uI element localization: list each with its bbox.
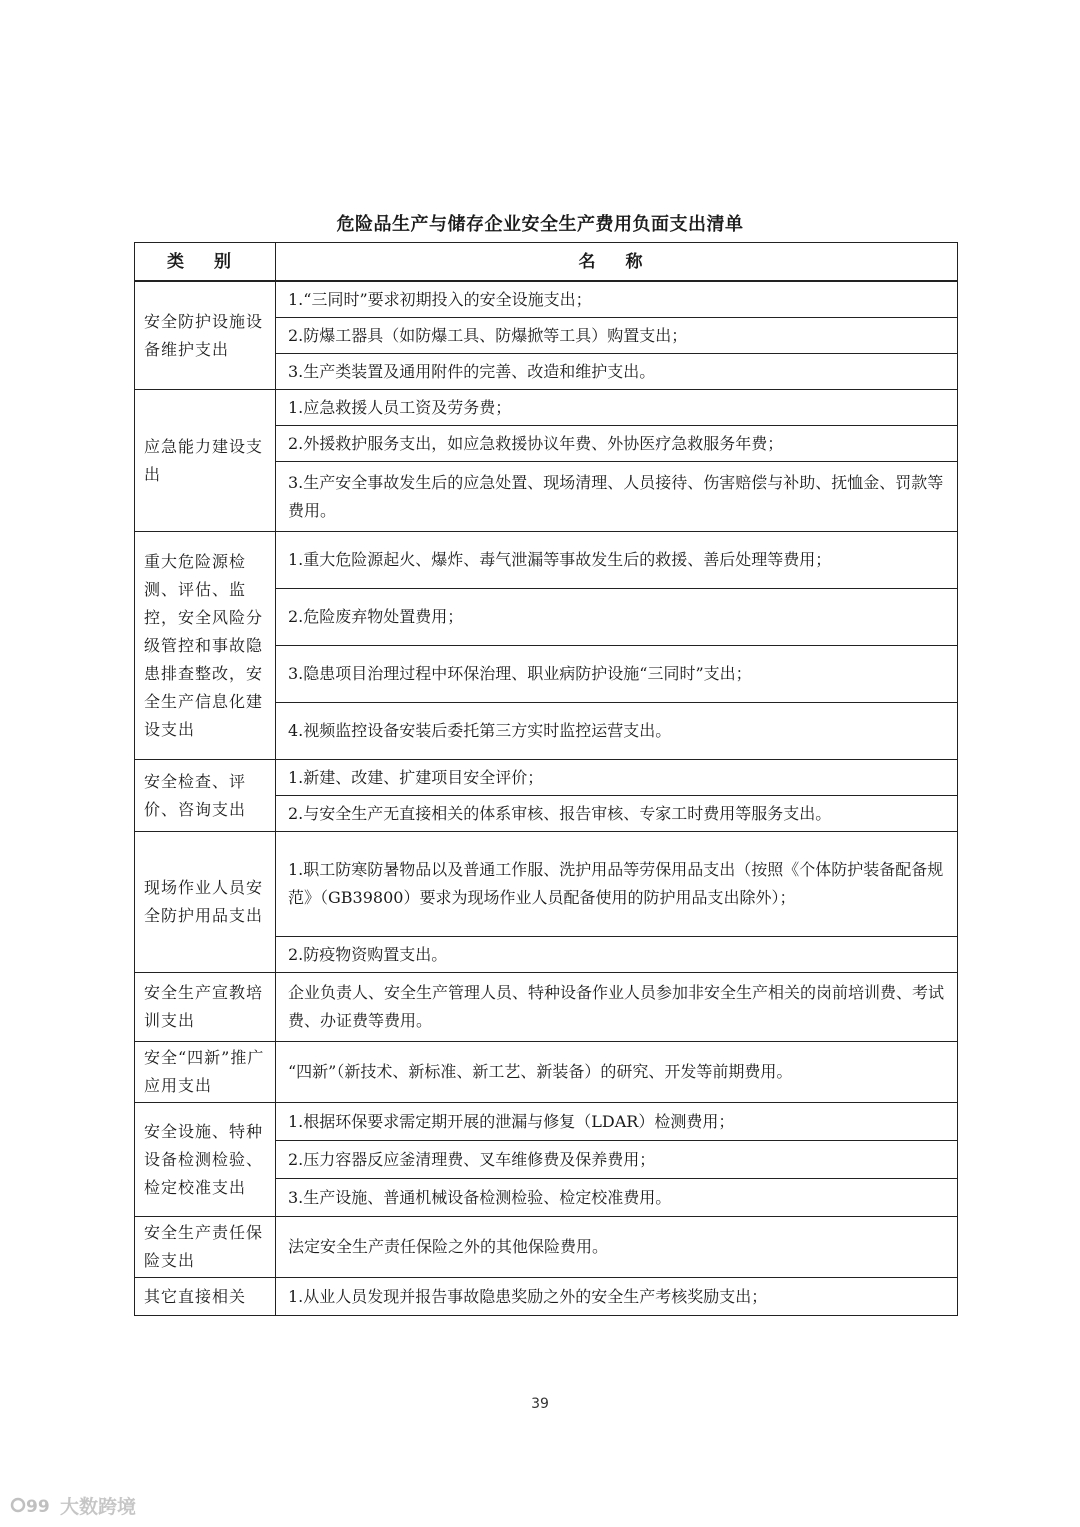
category-cell: 安全生产责任保险支出 xyxy=(135,1217,276,1278)
item-cell: “四新”（新技术、新标准、新工艺、新装备）的研究、开发等前期费用。 xyxy=(276,1042,958,1103)
item-cell: 1.“三同时”要求初期投入的安全设施支出； xyxy=(276,281,958,318)
table-row xyxy=(135,1217,958,1278)
item-cell: 2.防爆工器具（如防爆工具、防爆掀等工具）购置支出； xyxy=(276,318,958,354)
item-cell: 2.外援救护服务支出，如应急救援协议年费、外协医疗急救服务年费； xyxy=(276,426,958,462)
watermark-logo-icon xyxy=(10,1491,56,1519)
item-cell: 1.应急救援人员工资及劳务费； xyxy=(276,390,958,426)
item-cell: 1.新建、改建、扩建项目安全评价； xyxy=(276,760,958,796)
table-header-row xyxy=(135,243,958,282)
item-cell: 2.防疫物资购置支出。 xyxy=(276,937,958,973)
category-cell: 安全防护设施设备维护支出 xyxy=(135,281,276,390)
item-cell: 3.生产设施、普通机械设备检测检验、检定校准费用。 xyxy=(276,1179,958,1217)
item-cell: 1.从业人员发现并报告事故隐患奖励之外的安全生产考核奖励支出； xyxy=(276,1278,958,1316)
item-cell: 4.视频监控设备安装后委托第三方实时监控运营支出。 xyxy=(276,703,958,760)
item-cell: 3.生产类装置及通用附件的完善、改造和维护支出。 xyxy=(276,354,958,390)
table-row xyxy=(135,1042,958,1103)
category-cell: 安全设施、特种设备检测检验、检定校准支出 xyxy=(135,1103,276,1217)
table-row xyxy=(135,390,958,426)
item-cell: 2.与安全生产无直接相关的体系审核、报告审核、专家工时费用等服务支出。 xyxy=(276,796,958,832)
svg-text:99: 99 xyxy=(26,1497,50,1517)
category-cell: 其它直接相关 xyxy=(135,1278,276,1316)
page-number: 39 xyxy=(531,1396,549,1412)
table-row xyxy=(135,1103,958,1141)
category-column-header: 类 别 xyxy=(135,243,276,282)
item-cell: 3.生产安全事故发生后的应急处置、现场清理、人员接待、伤害赔偿与补助、抚恤金、罚款等费用。 xyxy=(276,462,958,532)
category-cell: 重大危险源检测、评估、监控，安全风险分级管控和事故隐患排查整改，安全生产信息化建设支出 xyxy=(135,532,276,760)
watermark xyxy=(10,1491,136,1519)
item-cell: 2.压力容器反应釜清理费、叉车维修费及保养费用； xyxy=(276,1141,958,1179)
category-cell: 现场作业人员安全防护用品支出 xyxy=(135,832,276,973)
category-cell: 安全检查、评价、咨询支出 xyxy=(135,760,276,832)
item-cell: 1.重大危险源起火、爆炸、毒气泄漏等事故发生后的救援、善后处理等费用； xyxy=(276,532,958,589)
item-cell: 1.根据环保要求需定期开展的泄漏与修复（LDAR）检测费用； xyxy=(276,1103,958,1141)
table-row xyxy=(135,1278,958,1316)
item-cell: 1.职工防寒防暑物品以及普通工作服、洗护用品等劳保用品支出（按照《个体防护装备配备规范》（GB39800）要求为现场作业人员配备使用的防护用品支出除外）； xyxy=(276,832,958,937)
table-row xyxy=(135,832,958,937)
table-row xyxy=(135,532,958,589)
name-column-header: 名 称 xyxy=(276,243,958,282)
table-row xyxy=(135,281,958,318)
expense-table xyxy=(134,242,958,1316)
table-row xyxy=(135,760,958,796)
item-cell: 法定安全生产责任保险之外的其他保险费用。 xyxy=(276,1217,958,1278)
category-cell: 安全“四新”推广应用支出 xyxy=(135,1042,276,1103)
category-cell: 应急能力建设支出 xyxy=(135,390,276,532)
watermark-text: 大数跨境 xyxy=(60,1495,137,1518)
item-cell: 企业负责人、安全生产管理人员、特种设备作业人员参加非安全生产相关的岗前培训费、考试费、办证费等费用。 xyxy=(276,973,958,1042)
item-cell: 2.危险废弃物处置费用； xyxy=(276,589,958,646)
table-row xyxy=(135,973,958,1042)
item-cell: 3.隐患项目治理过程中环保治理、职业病防护设施“三同时”支出； xyxy=(276,646,958,703)
document-title: 危险品生产与储存企业安全生产费用负面支出清单 xyxy=(336,214,744,235)
category-cell: 安全生产宣教培训支出 xyxy=(135,973,276,1042)
